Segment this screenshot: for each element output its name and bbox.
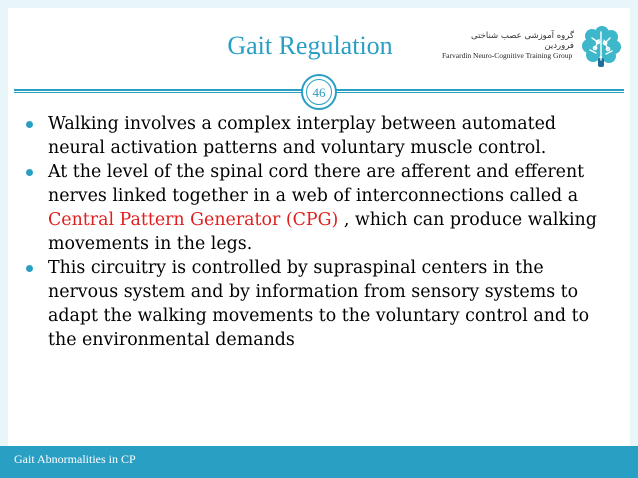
- central-pattern-generator-term: Central Pattern Generator (CPG): [48, 210, 339, 230]
- bullet-item: [26, 112, 616, 160]
- footer-text: Gait Abnormalities in CP: [14, 452, 136, 466]
- brain-icon: [578, 24, 624, 70]
- logo-english-text: Farvardin Neuro-Cognitive Training Group: [442, 51, 573, 60]
- bullet-item: [26, 160, 616, 256]
- bullet-dot-icon: [26, 121, 33, 128]
- bullet-item: [26, 256, 616, 352]
- page-number-badge: [301, 74, 337, 110]
- bullet-text: This circuitry is controlled by supraspinal centers in the nervous system and by information from sensory systems to adapt the walking movements to the voluntary control and to the environmental demands: [48, 258, 590, 350]
- bullet-text: , which can produce walking movements in the legs.: [48, 210, 597, 254]
- logo: [438, 24, 628, 72]
- bullet-text: Walking involves a complex interplay between automated neural activation patterns and voluntary muscle control.: [48, 114, 557, 158]
- logo-persian-text: گروه آموزشی عصب شناختی فروردین: [471, 31, 574, 51]
- bullet-text: At the level of the spinal cord there are afferent and efferent nerves linked together in a web of interconnections called a: [48, 162, 585, 206]
- bullet-dot-icon: [26, 169, 33, 176]
- page-number: 46: [306, 79, 332, 105]
- bullet-dot-icon: [26, 265, 33, 272]
- slide-title: Gait Regulation: [227, 31, 393, 60]
- slide-content: [26, 112, 616, 352]
